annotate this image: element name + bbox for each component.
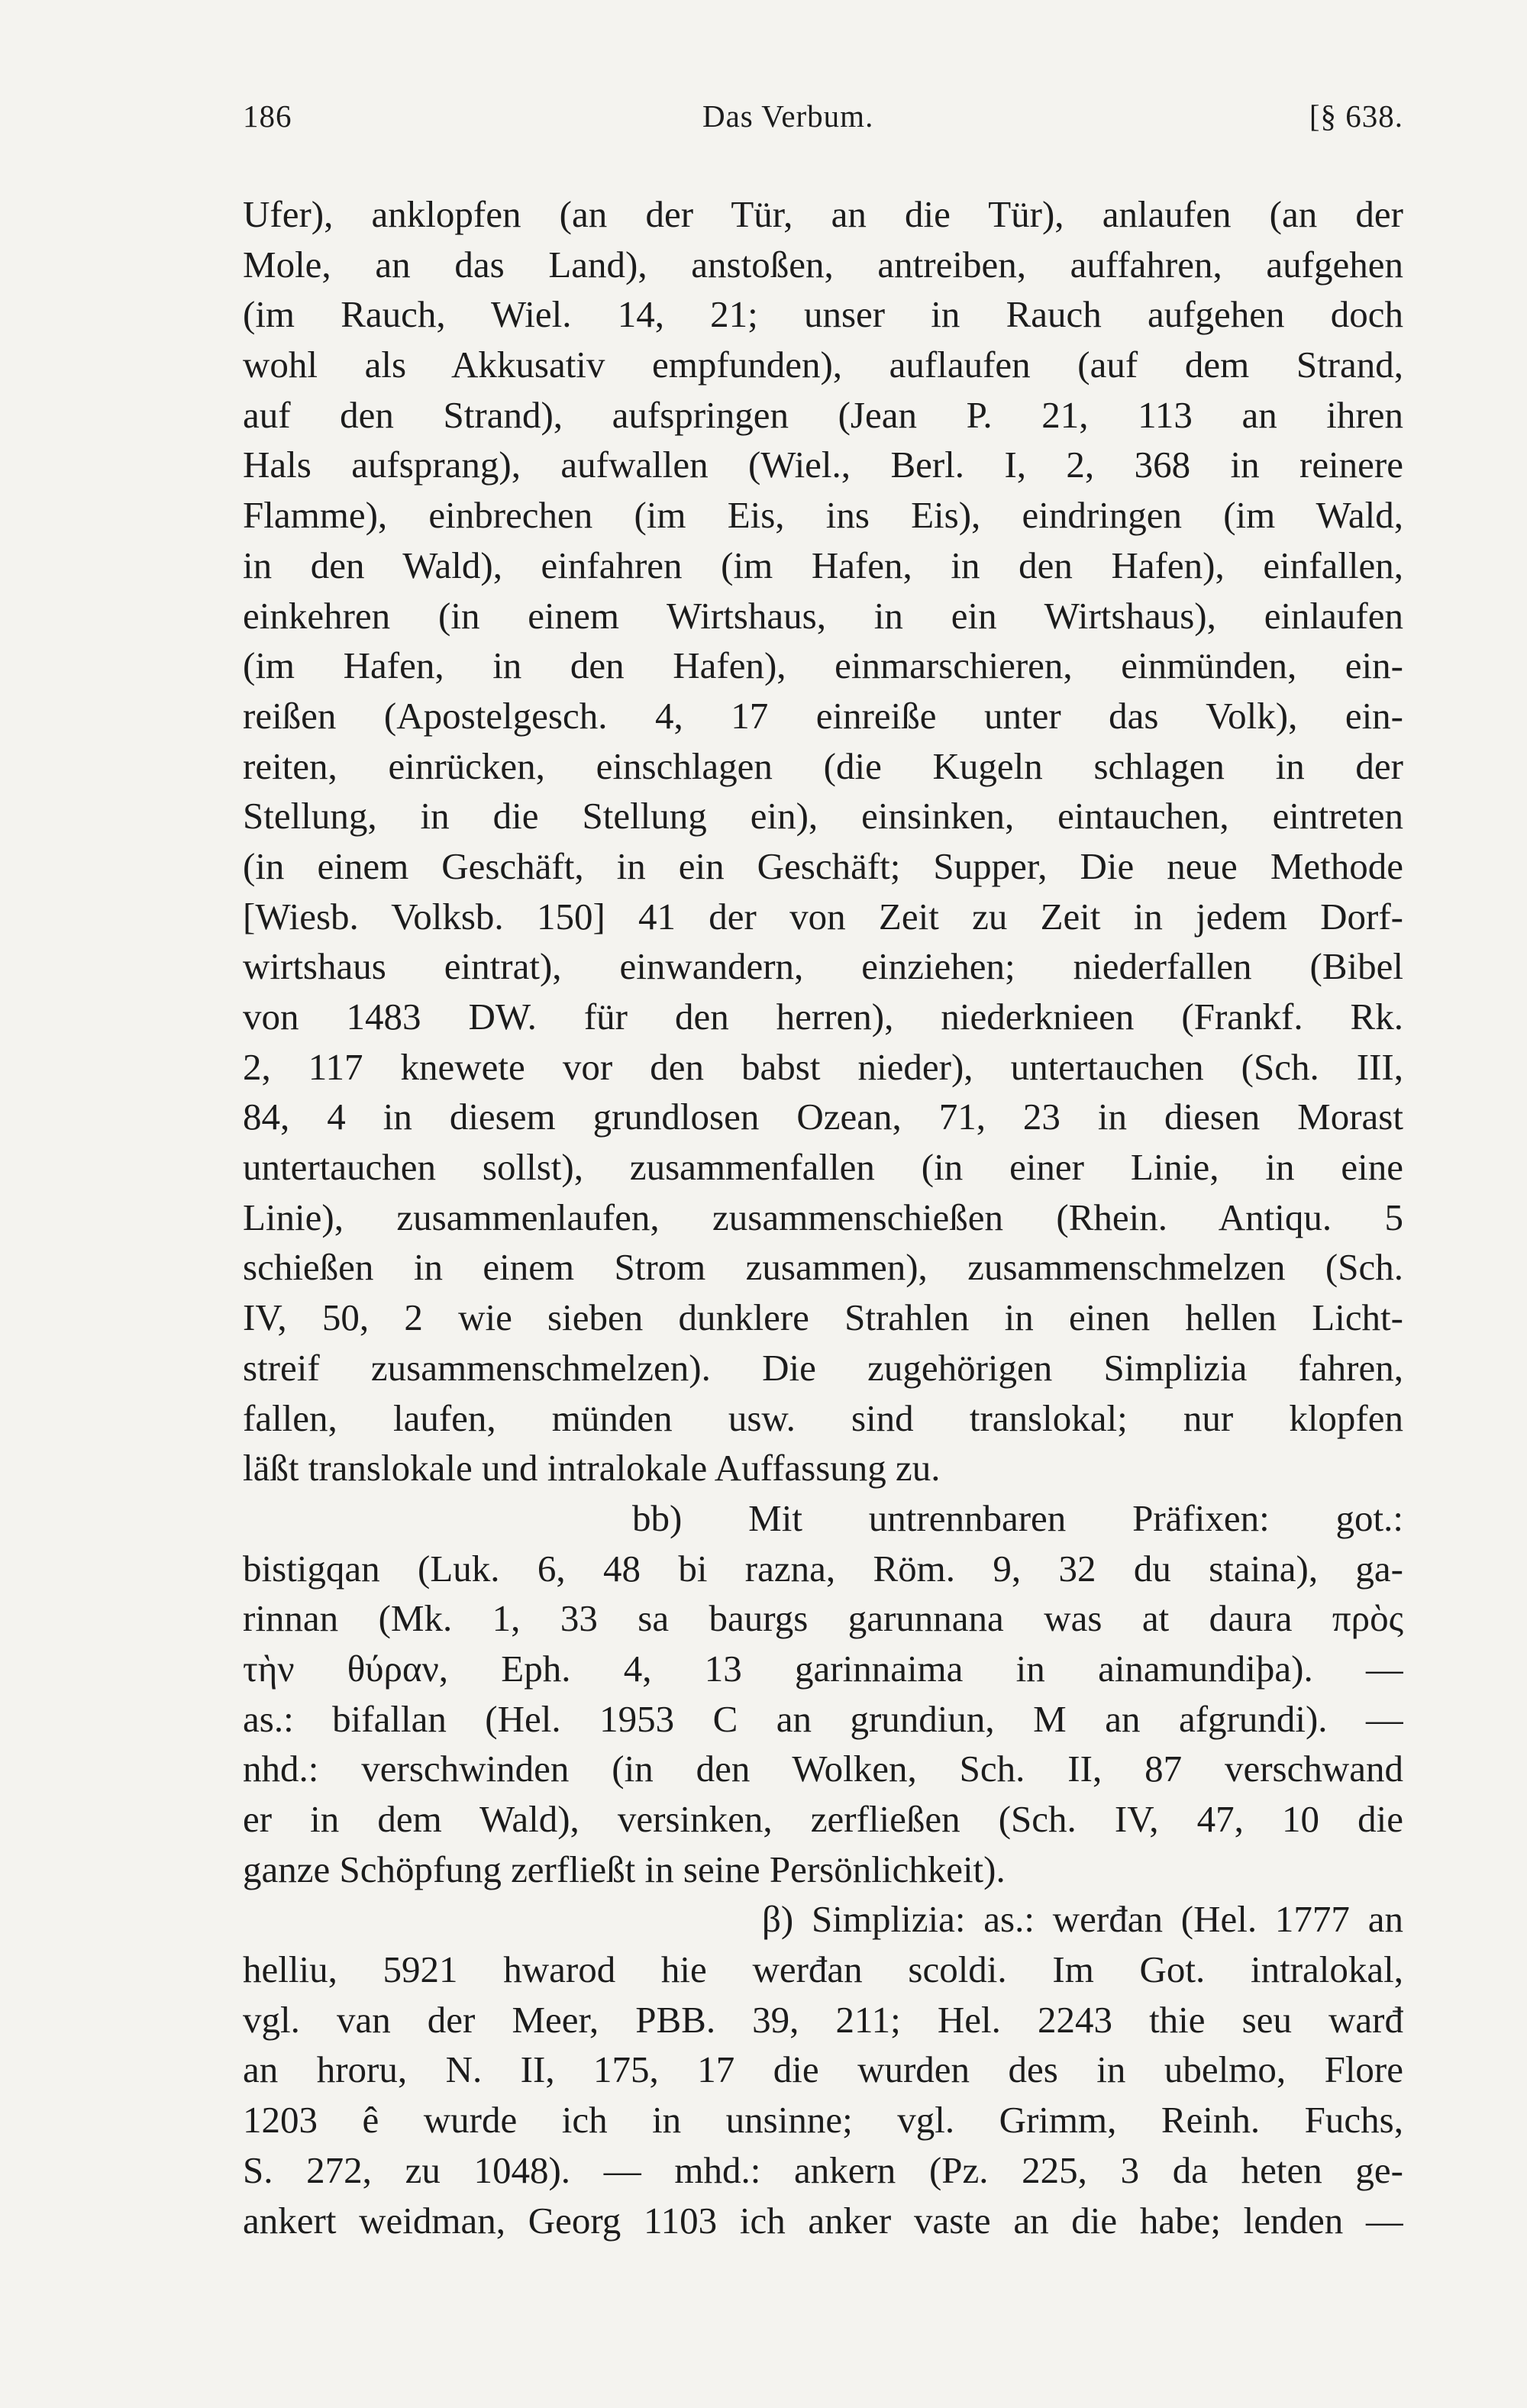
body-text [243, 189, 1403, 2245]
running-title: Das Verbum. [702, 98, 874, 134]
text-line: läßt translokale und intralokale Auffassung zu. [243, 1447, 941, 1490]
text-line: as.: bifallan (Hel. 1953 C an grundiun, M an afgrundi). — [243, 1697, 1403, 1740]
section-reference: [§ 638. [1309, 98, 1403, 134]
text-line-indented: β) Simplizia: as.: werđan (Hel. 1777 an [762, 1898, 1403, 1941]
text-line: ganze Schöpfung zerfließt in seine Persönlichkeit). [243, 1848, 1006, 1890]
text-line: auf den Strand), aufspringen (Jean P. 21, 113 an ihren [243, 393, 1403, 436]
text-line: 2, 117 knewete vor den babst nieder), untertauchen (Sch. III, [243, 1045, 1403, 1088]
text-line: Stellung, in die Stellung ein), einsinken, eintauchen, eintreten [243, 795, 1403, 838]
text-line: Linie), zusammenlaufen, zusammenschießen (Rhein. Antiqu. 5 [243, 1196, 1403, 1238]
text-line: reißen (Apostelgesch. 4, 17 einreiße unter das Volk), ein- [243, 694, 1403, 737]
text-line: ankert weidman, Georg 1103 ich anker vaste an die habe; lenden — [243, 2199, 1403, 2242]
text-line: rinnan (Mk. 1, 33 sa baurgs garunnana was at daura πρὸς [243, 1597, 1403, 1640]
text-line: Flamme), einbrechen (im Eis, ins Eis), eindringen (im Wald, [243, 494, 1403, 537]
text-line: reiten, einrücken, einschlagen (die Kugeln schlagen in der [243, 744, 1403, 787]
text-line: er in dem Wald), versinken, zerfließen (Sch. IV, 47, 10 die [243, 1798, 1403, 1840]
text-line: schießen in einem Strom zusammen), zusammenschmelzen (Sch. [243, 1246, 1403, 1289]
text-line: vgl. van der Meer, PBB. 39, 211; Hel. 2243 thie seu warđ [243, 1998, 1403, 2041]
page-header [243, 98, 1403, 144]
text-line: (im Hafen, in den Hafen), einmarschieren, einmünden, ein- [243, 644, 1403, 687]
text-line: bistigqan (Luk. 6, 48 bi razna, Röm. 9, 32 du staina), ga- [243, 1547, 1403, 1590]
text-line: Mole, an das Land), anstoßen, antreiben, auffahren, aufgehen [243, 243, 1403, 286]
text-line: fallen, laufen, münden usw. sind translokal; nur klopfen [243, 1396, 1403, 1439]
text-line: wohl als Akkusativ empfunden), auflaufen (auf dem Strand, [243, 344, 1403, 386]
text-line: Ufer), anklopfen (an der Tür, an die Tür), anlaufen (an der [243, 193, 1403, 235]
text-line: in den Wald), einfahren (im Hafen, in den Hafen), einfallen, [243, 544, 1403, 586]
text-line: (im Rauch, Wiel. 14, 21; unser in Rauch aufgehen doch [243, 293, 1403, 336]
text-line: an hroru, N. II, 175, 17 die wurden des in ubelmo, Flore [243, 2048, 1403, 2091]
text-line: helliu, 5921 hwarod hie werđan scoldi. Im Got. intralokal, [243, 1948, 1403, 1991]
text-line: [Wiesb. Volksb. 150] 41 der von Zeit zu Zeit in jedem Dorf- [243, 895, 1403, 938]
text-line: IV, 50, 2 wie sieben dunklere Strahlen in einen hellen Licht- [243, 1296, 1403, 1339]
text-line: Hals aufsprang), aufwallen (Wiel., Berl. I, 2, 368 in reinere [243, 444, 1403, 486]
text-line: S. 272, zu 1048). — mhd.: ankern (Pz. 225, 3 da heten ge- [243, 2148, 1403, 2191]
text-line: 1203 ê wurde ich in unsinne; vgl. Grimm, Reinh. Fuchs, [243, 2099, 1403, 2142]
text-line: (in einem Geschäft, in ein Geschäft; Supper, Die neue Methode [243, 844, 1403, 887]
text-line: τὴν θύραν, Eph. 4, 13 garinnaima in ainamundiþa). — [243, 1647, 1403, 1690]
text-line: untertauchen sollst), zusammenfallen (in einer Linie, in eine [243, 1146, 1403, 1189]
text-line: streif zusammenschmelzen). Die zugehörigen Simplizia fahren, [243, 1346, 1403, 1389]
page-number: 186 [243, 98, 292, 134]
text-line: von 1483 DW. für den herren), niederknieen (Frankf. Rk. [243, 996, 1403, 1038]
text-line-indented: bb) Mit untrennbaren Präfixen: got.: [632, 1496, 1403, 1539]
text-line: nhd.: verschwinden (in den Wolken, Sch. II, 87 verschwand [243, 1748, 1403, 1790]
text-line: einkehren (in einem Wirtshaus, in ein Wirtshaus), einlaufen [243, 594, 1403, 637]
text-line: 84, 4 in diesem grundlosen Ozean, 71, 23 in diesen Morast [243, 1096, 1403, 1138]
text-line: wirtshaus eintrat), einwandern, einziehen; niederfallen (Bibel [243, 945, 1403, 988]
